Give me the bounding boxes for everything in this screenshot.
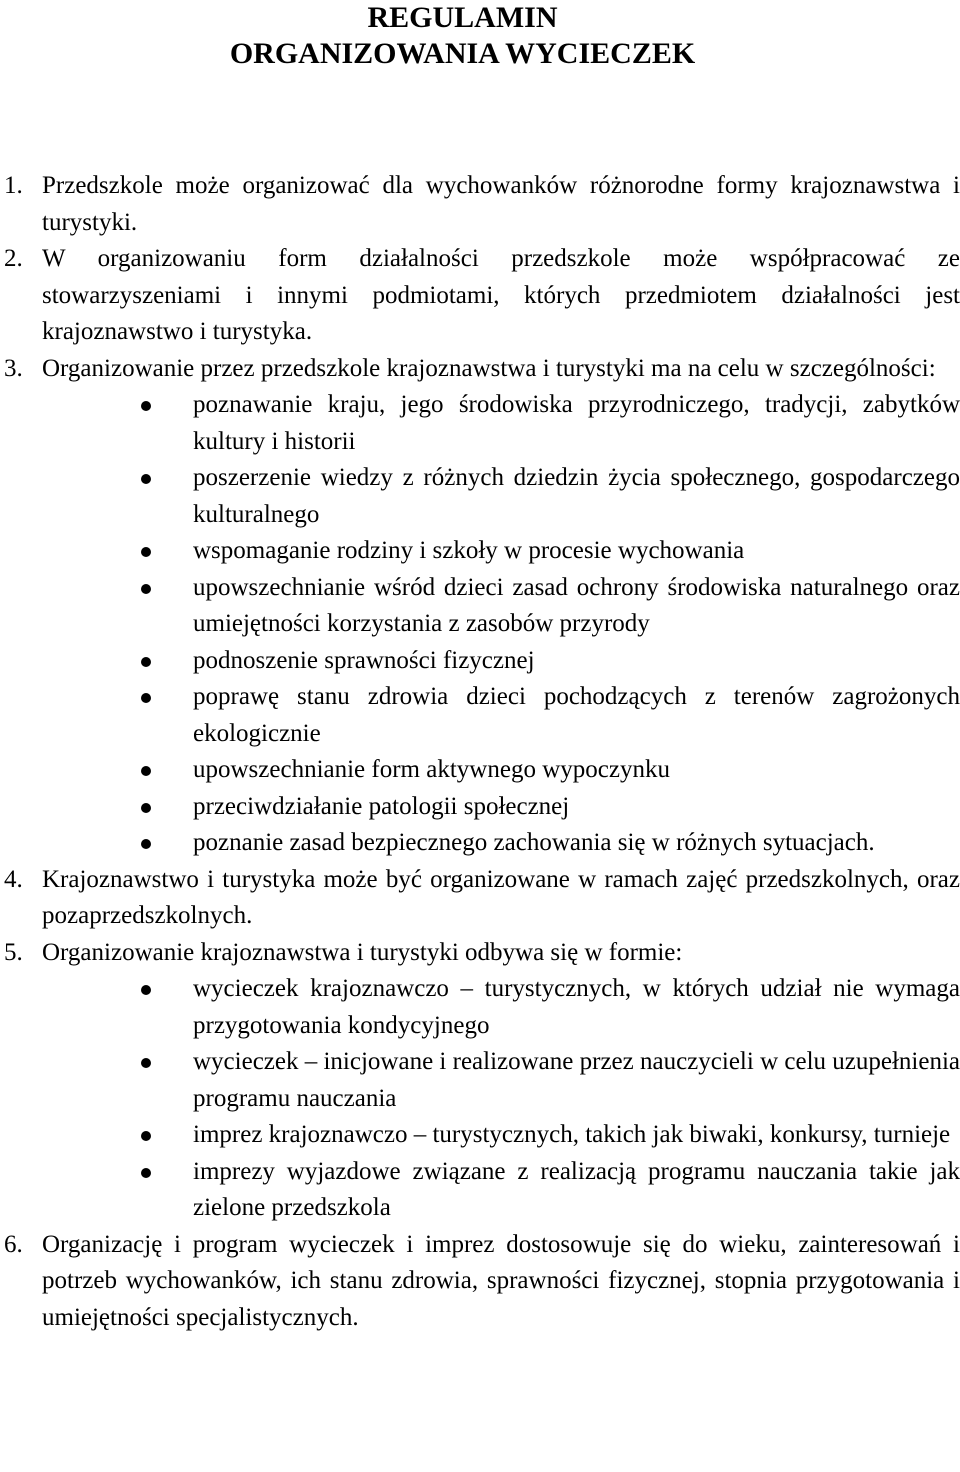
bullet-icon (141, 474, 151, 484)
bullet-text: wycieczek krajoznawczo – turystycznych, w których udział nie wymaga przygotowania kondycyjnego (193, 975, 960, 1039)
bullet-icon (141, 584, 151, 594)
bullet-icon (141, 839, 151, 849)
bullet-text: poszerzenie wiedzy z różnych dziedzin życia społecznego, gospodarczego kulturalnego (193, 464, 960, 528)
item-text: Krajoznawstwo i turystyka może być organizowane w ramach zajęć przedszkolnych, oraz pozaprzedszkolnych. (42, 865, 960, 929)
list-item-1 (0, 168, 960, 241)
list-item-2 (0, 241, 960, 351)
bullet-text: poznanie zasad bezpiecznego zachowania się w różnych sytuacjach. (193, 829, 875, 856)
item-number: 5. (4, 938, 23, 966)
bullet-icon (141, 1058, 151, 1068)
document-title-line-2: ORGANIZOWANIA WYCIECZEK (229, 37, 696, 70)
bullet-text: poprawę stanu zdrowia dzieci pochodzących z terenów zagrożonych ekologicznie (193, 683, 960, 747)
bullet-item (0, 1117, 960, 1154)
item-text: Organizowanie krajoznawstwa i turystyki odbywa się w formie: (42, 938, 683, 966)
bullet-icon (141, 985, 151, 995)
bullet-icon (141, 1168, 151, 1178)
list-item-3 (0, 351, 960, 862)
item-number: 3. (4, 354, 23, 382)
list-item-6 (0, 1227, 960, 1337)
bullet-item (0, 533, 960, 570)
bullet-item (0, 1154, 960, 1227)
bullet-text: imprezy wyjazdowe związane z realizacją programu nauczania takie jak zielone przedszkola (193, 1157, 960, 1221)
bullet-text: poznawanie kraju, jego środowiska przyrodniczego, tradycji, zabytków kultury i historii (193, 391, 960, 455)
bullet-item (0, 825, 960, 862)
bullet-item (0, 570, 960, 643)
bullet-text: podnoszenie sprawności fizycznej (193, 646, 535, 674)
bullet-text: przeciwdziałanie patologii społecznej (193, 792, 570, 820)
item-number: 4. (4, 865, 23, 893)
bullet-icon (141, 766, 151, 776)
bullet-text: wspomaganie rodziny i szkoły w procesie wychowania (193, 537, 745, 564)
bullet-item (0, 387, 960, 460)
bullet-item (0, 1044, 960, 1117)
bullet-item (0, 643, 960, 680)
bullet-icon (141, 1131, 151, 1141)
list-item-4 (0, 862, 960, 935)
bullet-list (0, 971, 960, 1227)
bullet-item (0, 679, 960, 752)
bullet-item (0, 971, 960, 1044)
bullet-icon (141, 401, 151, 411)
item-number: 2. (4, 245, 23, 272)
item-number: 6. (4, 1230, 23, 1258)
item-number: 1. (4, 172, 23, 199)
bullet-item (0, 789, 960, 826)
item-text: Organizowanie przez przedszkole krajoznawstwa i turystyki ma na celu w szczególności: (42, 354, 936, 382)
bullet-icon (141, 657, 151, 667)
item-text: W organizowaniu form działalności przedszkole może współpracować ze stowarzyszeniami i innymi podmiotami, których przedmiotem działalności jest krajoznawstwo i turystyka. (42, 245, 960, 345)
list-item-5 (0, 935, 960, 1227)
bullet-item (0, 460, 960, 533)
bullet-icon (141, 803, 151, 813)
bullet-text: upowszechnianie wśród dzieci zasad ochrony środowiska naturalnego oraz umiejętności korzystania z zasobów przyrody (193, 573, 960, 637)
regulation-list (0, 168, 960, 1336)
bullet-icon (141, 547, 151, 557)
bullet-text: upowszechnianie form aktywnego wypoczynku (193, 756, 670, 783)
bullet-item (0, 752, 960, 789)
bullet-text: imprez krajoznawczo – turystycznych, takich jak biwaki, konkursy, turnieje (193, 1121, 951, 1148)
bullet-list (0, 387, 960, 862)
document-title-line-1: REGULAMIN (367, 1, 558, 34)
item-text: Organizację i program wycieczek i imprez dostosowuje się do wieku, zainteresowań i potrzeb wychowanków, ich stanu zdrowia, sprawności fizycznej, stopnia przygotowania i umiejętności specjalistycznych. (42, 1230, 960, 1331)
item-text: Przedszkole może organizować dla wychowanków różnorodne formy krajoznawstwa i turystyki. (42, 172, 960, 236)
bullet-text: wycieczek – inicjowane i realizowane przez nauczycieli w celu uzupełnienia programu nauczania (193, 1048, 960, 1112)
bullet-icon (141, 693, 151, 703)
